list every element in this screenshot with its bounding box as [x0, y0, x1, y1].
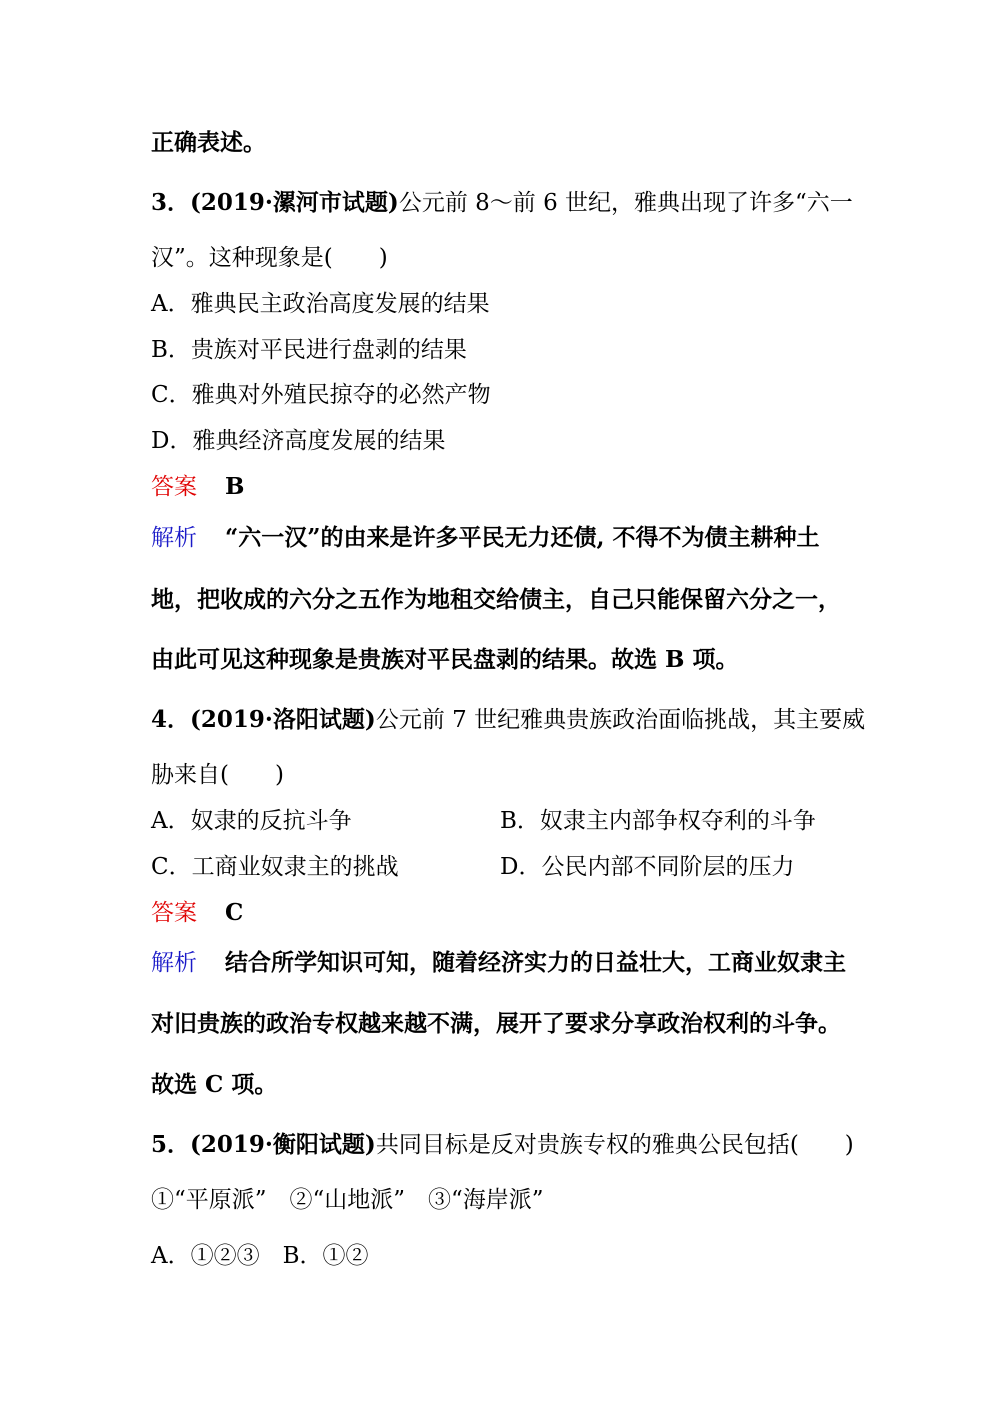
q5-source-open: (2019· [190, 1131, 273, 1158]
q4-analysis-label: 解析 [151, 950, 197, 976]
q4-analysis-line2: 对旧贵族的政治专权越来越不满，展开了要求分享政治权利的斗争。 [151, 1010, 841, 1037]
q4-number: 4． [151, 706, 191, 733]
q4-option-c: C．工商业奴隶主的挑战 [151, 854, 399, 880]
q4-option-a: A．奴隶的反抗斗争 [151, 808, 352, 834]
q3-source-close: ) [387, 189, 399, 216]
q3-stem-line2: 汉”。这种现象是( ) [151, 245, 388, 271]
q3-option-d: D．雅典经济高度发展的结果 [151, 428, 446, 454]
q4-answer-value: C [225, 899, 244, 926]
q3-analysis-line1 [151, 523, 819, 553]
q4-analysis-line3: 故选 C 项。 [151, 1071, 278, 1098]
q3-analysis-text-1: “六一汉”的由来是许多平民无力还债, 不得不为债主耕种土 [225, 524, 820, 551]
q5-source-close: ) [364, 1131, 376, 1158]
q3-option-c: C．雅典对外殖民掠夺的必然产物 [151, 382, 491, 408]
q4-analysis-text-1: 结合所学知识可知，随着经济实力的日益壮大，工商业奴隶主 [225, 949, 846, 976]
q5-items-line: ①“平原派” ②“山地派” ③“海岸派” [151, 1187, 544, 1213]
q4-source-open: (2019· [190, 706, 273, 733]
q4-option-b: B．奴隶主内部争权夺利的斗争 [500, 808, 816, 834]
q4-stem-line2: 胁来自( ) [151, 762, 284, 788]
q3-stem-line1 [151, 188, 853, 218]
q4-source-close: ) [364, 706, 376, 733]
q3-source-city: 漯河市试题 [272, 189, 388, 216]
q4-answer-label: 答案 [151, 900, 197, 926]
q3-answer-value: B [225, 473, 245, 500]
q3-option-a: A．雅典民主政治高度发展的结果 [151, 291, 490, 317]
q4-stem-line1 [151, 705, 865, 735]
q4-analysis-line1 [151, 948, 846, 978]
q3-answer-label: 答案 [151, 474, 197, 500]
q3-option-b: B．贵族对平民进行盘剥的结果 [151, 337, 467, 363]
q5-stem-line1 [151, 1130, 854, 1160]
q4-source-city: 洛阳试题 [272, 706, 365, 733]
q3-analysis-line2: 地，把收成的六分之五作为地租交给债主，自己只能保留六分之一， [151, 586, 841, 613]
q2-tail-text: 正确表述。 [151, 129, 266, 156]
q5-source-city: 衡阳试题 [272, 1131, 365, 1158]
q4-stem-text-1: 公元前 7 世纪雅典贵族政治面临挑战，其主要威 [375, 707, 866, 733]
q3-analysis-line3: 由此可见这种现象是贵族对平民盘剥的结果。故选 B 项。 [151, 646, 739, 673]
q3-answer-line [151, 472, 244, 502]
q4-answer-line [151, 898, 243, 928]
q3-analysis-label: 解析 [151, 525, 197, 551]
q5-stem-text-1: 共同目标是反对贵族专权的雅典公民包括( ) [375, 1132, 854, 1158]
q3-source-open: (2019· [190, 189, 273, 216]
q5-number: 5． [151, 1131, 191, 1158]
q5-options-line: A．①②③ B．①② [151, 1243, 369, 1269]
q3-stem-text-1: 公元前 8～前 6 世纪，雅典出现了许多“六一 [398, 190, 853, 216]
q4-option-d: D．公民内部不同阶层的压力 [500, 854, 795, 880]
q3-number: 3． [151, 189, 191, 216]
